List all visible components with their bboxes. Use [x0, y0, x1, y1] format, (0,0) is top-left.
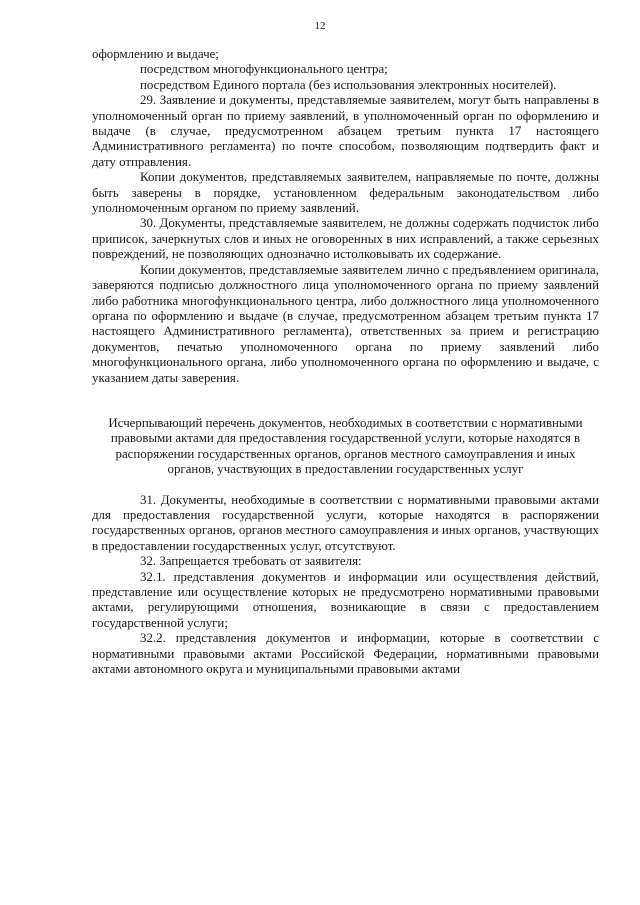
paragraph: Копии документов, представляемые заявителем лично с предъявлением оригинала, заверяются подписью должностного лица уполномоченного органа по приему заявлений либо работника многофункционального центра, либо должностного лица уполномоченного органа по оформлению и выдаче (в случае, предусмотренном абзацем третьим пункта 17 настоящего Административного регламента), ответственных за прием и регистрацию документов, печатью уполномоченного органа по приему заявлений либо многофункционального органа, либо уполномоченного органа по оформлению и выдаче, с указанием даты заверения. — [92, 262, 599, 385]
paragraph: посредством многофункционального центра; — [140, 62, 388, 77]
document-body — [92, 47, 599, 677]
paragraph: оформлению и выдаче; — [92, 47, 219, 61]
top-paragraphs — [92, 47, 599, 386]
paragraph: 30. Документы, представляемые заявителем, не должны содержать подчисток либо приписок, зачеркнутых слов и иных не оговоренных в них исправлений, а также серьезных повреждений, не позволяющих однозначно истолковывать их содержание. — [92, 216, 599, 262]
paragraph: 31. Документы, необходимые в соответствии с нормативными правовыми актами для предоставления государственной услуги, которые находятся в распоряжении государственных органов, органов местного самоуправления и иных органов, участвующих в предоставлении государственных услуг, отсутствуют. — [92, 492, 599, 553]
paragraph: 32.2. представления документов и информации, которые в соответствии с нормативными правовыми актами Российской Федерации, нормативными правовыми актами автономного округа и муниципальными правовыми актами — [92, 631, 599, 677]
bottom-paragraphs — [92, 493, 599, 678]
paragraph: 32.1. представления документов и информации или осуществления действий, представление или осуществление которых не предусмотрено нормативными правовыми актами, регулирующими отношения, возникающие в связи с предоставлением государственной услуги; — [92, 569, 599, 630]
section-heading: Исчерпывающий перечень документов, необходимых в соответствии с нормативными правовыми актами для предоставления государственной услуги, которые находятся в распоряжении государственных органов, органов местного самоуправления и иных органов, участвующих в предоставлении государственных услуг — [108, 415, 583, 477]
paragraph: посредством Единого портала (без использования электронных носителей). — [140, 77, 557, 92]
paragraph: 32. Запрещается требовать от заявителя: — [140, 554, 362, 569]
page-number: 12 — [314, 20, 326, 32]
paragraph: Копии документов, представляемых заявителем, направляемые по почте, должны быть заверены в порядке, установленном федеральным законодательством либо уполномоченным органом по приему заявлений. — [92, 170, 599, 216]
paragraph: 29. Заявление и документы, представляемые заявителем, могут быть направлены в уполномоченный орган по приему заявлений, в уполномоченный орган по оформлению и выдаче (в случае, предусмотренном абзацем третьим пункта 17 настоящего Административного регламента) по почте способом, позволяющим подтвердить факт и дату отправления. — [92, 93, 599, 169]
